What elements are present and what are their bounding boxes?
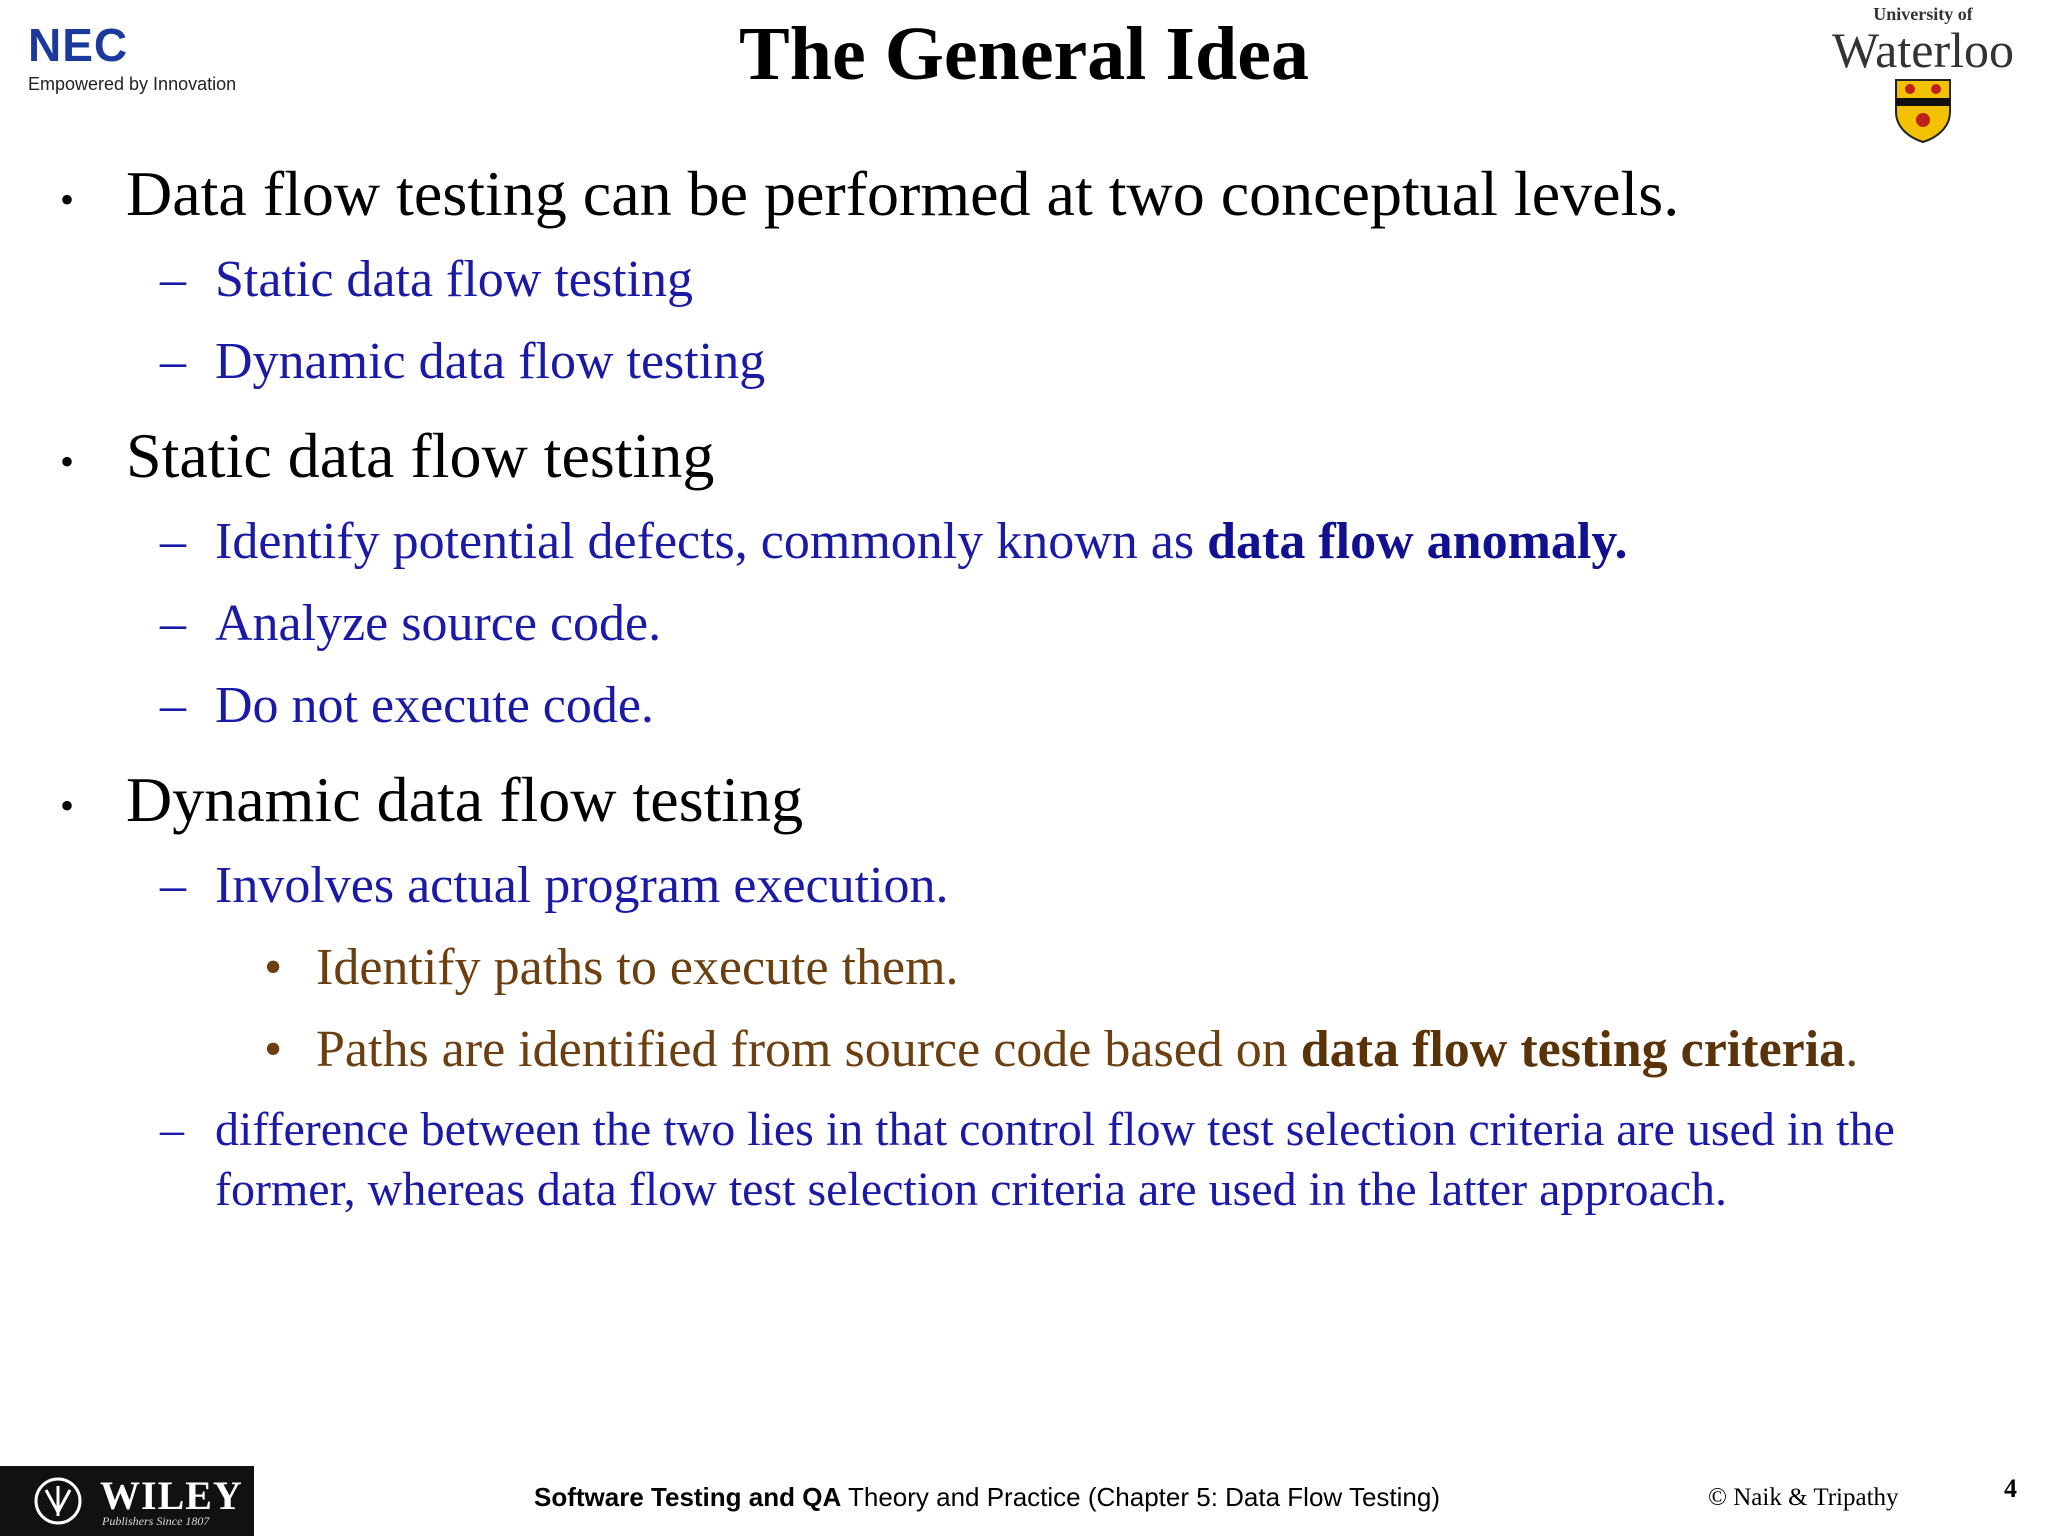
bullet-2-sub-1-text	[215, 512, 1627, 572]
waterloo-logo-name: Waterloo	[1831, 22, 2014, 78]
data-flow-testing-criteria-term: data flow testing criteria	[1300, 1021, 1846, 1078]
bullet-marker: •	[60, 439, 75, 484]
bullet-marker: •	[264, 1021, 283, 1078]
bullet-marker: •	[60, 177, 75, 222]
footer-book-title	[534, 1482, 1440, 1513]
bullet-2-sub-3-text: Do not execute code.	[215, 677, 654, 734]
bullet-1-sub-1-text: Static data flow testing	[215, 251, 694, 308]
bullet-3-sub-1-text: Involves actual program execution.	[215, 857, 949, 914]
page-number: 4	[2004, 1474, 2017, 1503]
bullet-3-sub-1-item-2-post: .	[1845, 1021, 1859, 1078]
bullet-3-sub-1-item-1-text: Identify paths to execute them.	[316, 939, 959, 996]
bullet-3-text: Dynamic data flow testing	[126, 764, 804, 835]
waterloo-shield-icon	[1894, 78, 1952, 144]
waterloo-logo	[1808, 4, 2038, 134]
bullet-2-text: Static data flow testing	[126, 420, 715, 491]
dash-marker: –	[160, 1103, 184, 1156]
bullet-3-sub-2-line-1: difference between the two lies in that control flow test selection criteria are used in the	[215, 1103, 1895, 1156]
footer-book-title-bold: Software Testing and QA	[534, 1482, 842, 1512]
wiley-emblem-icon	[26, 1476, 90, 1526]
footer-book-title-rest: Theory and Practice (Chapter 5: Data Flow Testing)	[841, 1482, 1440, 1512]
waterloo-logo-small: University of	[1873, 4, 1973, 24]
bullet-marker: •	[60, 783, 75, 828]
bullet-marker: •	[264, 939, 283, 996]
nec-logo-name: NEC	[28, 19, 129, 71]
dash-marker: –	[160, 677, 186, 734]
bullet-1-text: Data flow testing can be performed at two conceptual levels.	[126, 158, 1680, 229]
bullet-3-sub-2-line-2: former, whereas data flow test selection criteria are used in the latter approach.	[215, 1163, 1728, 1216]
wiley-logo	[0, 1466, 254, 1536]
bullet-2-sub-2-text: Analyze source code.	[215, 595, 662, 652]
wiley-logo-sub: Publishers Since 1807	[102, 1514, 210, 1528]
dash-marker: –	[160, 333, 186, 390]
footer-copyright: © Naik & Tripathy	[1708, 1484, 1899, 1511]
dash-marker: –	[160, 595, 186, 652]
dash-marker: –	[160, 251, 186, 308]
bullet-3-sub-1-item-2-pre: Paths are identified from source code based on	[316, 1021, 1301, 1078]
nec-logo-tagline: Empowered by Innovation	[28, 74, 237, 94]
wiley-logo-name: WILEY	[100, 1473, 243, 1518]
bullet-3-sub-1-item-2-text	[316, 1020, 1858, 1080]
slide-title: The General Idea	[739, 12, 1309, 96]
data-flow-anomaly-term: data flow anomaly.	[1207, 513, 1628, 570]
dash-marker: –	[160, 857, 186, 914]
bullet-2-sub-1-pre: Identify potential defects, commonly known as	[215, 513, 1208, 570]
dash-marker: –	[160, 513, 186, 570]
bullet-1-sub-2-text: Dynamic data flow testing	[215, 333, 766, 390]
